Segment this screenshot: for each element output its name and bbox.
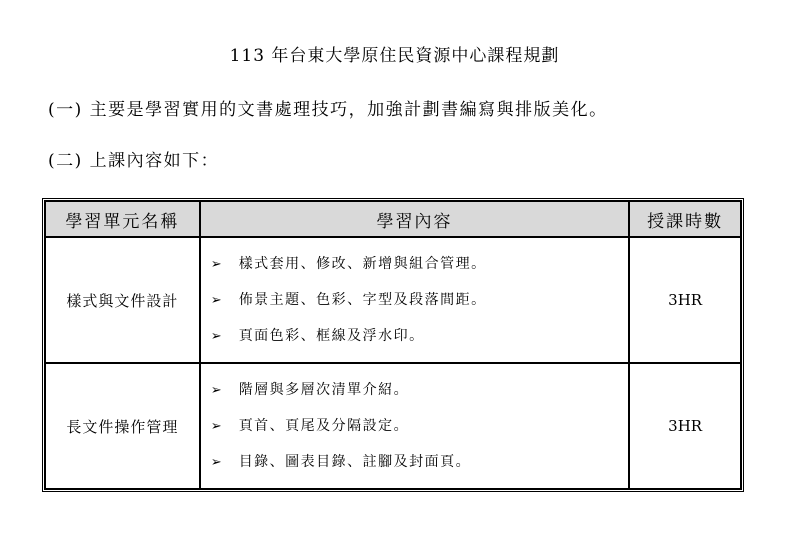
arrow-bullet-icon: ➢ — [210, 257, 224, 272]
list-item — [211, 318, 629, 354]
unit-name-cell: 樣式與文件設計 — [45, 237, 200, 363]
header-hours: 授課時數 — [629, 201, 741, 237]
list-item — [211, 246, 629, 282]
hours-cell: 3HR — [629, 237, 741, 363]
document-title: 113 年台東大學原住民資源中心課程規劃 — [229, 46, 560, 66]
paragraph-purpose: (一) 主要是學習實用的文書處理技巧，加強計劃書編寫與排版美化。 — [48, 100, 608, 120]
list-item-text: 佈景主題、色彩、字型及段落間距。 — [238, 292, 487, 308]
paragraph-content-intro: (二) 上課內容如下： — [48, 151, 220, 171]
content-cell — [200, 237, 630, 363]
content-list — [211, 372, 629, 480]
content-list — [211, 246, 629, 354]
list-item-text: 樣式套用、修改、新增與組合管理。 — [238, 256, 487, 272]
unit-name-cell: 長文件操作管理 — [45, 363, 200, 489]
list-item-text: 階層與多層次清單介紹。 — [238, 382, 410, 398]
list-item — [211, 282, 629, 318]
arrow-bullet-icon: ➢ — [210, 419, 224, 434]
hours-cell: 3HR — [629, 363, 741, 489]
arrow-bullet-icon: ➢ — [210, 293, 224, 308]
list-item — [211, 408, 629, 444]
course-table — [42, 198, 744, 492]
content-cell — [200, 363, 630, 489]
header-unit-name: 學習單元名稱 — [45, 201, 200, 237]
list-item-text: 頁面色彩、框線及浮水印。 — [238, 328, 425, 344]
arrow-bullet-icon: ➢ — [210, 455, 224, 470]
table-row — [45, 237, 741, 363]
table-row — [45, 363, 741, 489]
arrow-bullet-icon: ➢ — [210, 329, 224, 344]
table-header-row — [45, 201, 741, 237]
list-item — [211, 372, 629, 408]
list-item-text: 目錄、圖表目錄、註腳及封面頁。 — [238, 454, 472, 470]
list-item-text: 頁首、頁尾及分隔設定。 — [238, 418, 410, 434]
header-content: 學習內容 — [200, 201, 630, 237]
list-item — [211, 444, 629, 480]
arrow-bullet-icon: ➢ — [210, 383, 224, 398]
